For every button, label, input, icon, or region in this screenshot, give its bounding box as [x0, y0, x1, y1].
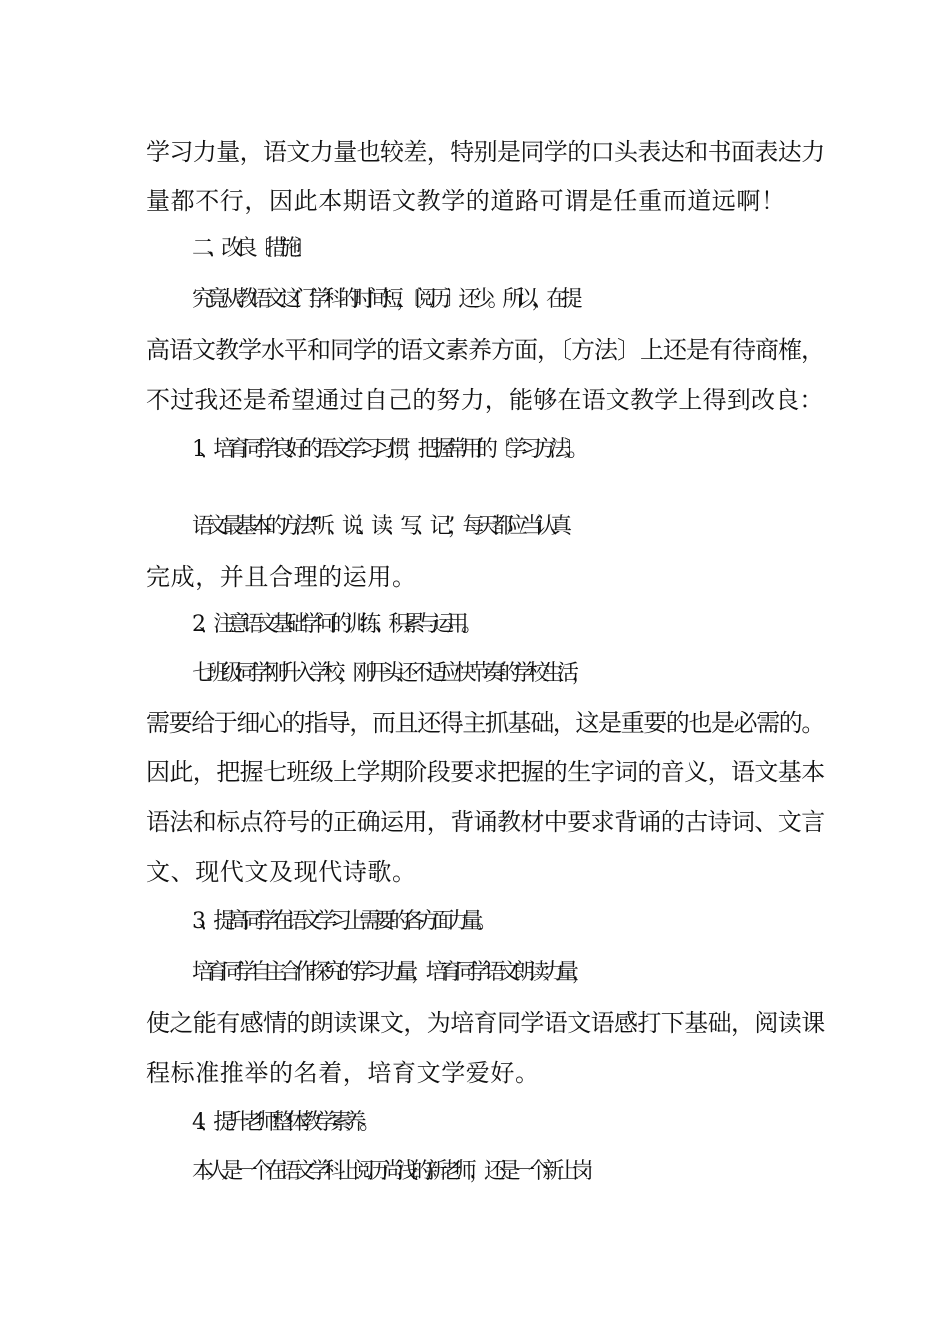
text-line: 培育同学自主合作探究的学习力量，培育同学语文朗读力量，	[192, 960, 587, 985]
text-line: 语文最基本的方法“听、说、读、写、记”，每天都应当认真	[192, 514, 565, 539]
text-line: 因此，把握七班级上学期阶段要求把握的生字词的音义，语文基本	[146, 758, 825, 786]
list-item-heading: 4、提升老师整体教学素养。	[192, 1110, 374, 1135]
text-line: 七班级同学刚升入学校，刚开头还不适应快节奏的学校生活，	[192, 661, 587, 686]
text-line: 究竟从教语文这门学科的时间短，〔阅历〕还少。所以，在提	[192, 287, 576, 312]
text-line: 本人是一个在语文学科上阅历尚浅的新老师，还是一个新上岗	[192, 1159, 587, 1184]
list-item-heading: 2、注意语文基础学问的训练、积累与运用。	[192, 612, 476, 637]
text-line: 文、现代文及现代诗歌。	[146, 858, 417, 886]
text-line: 程标准推举的名着，培育文学爱好。	[146, 1059, 540, 1087]
section-heading: 二、改良〔措施〕	[192, 236, 309, 261]
list-item-heading: 1、培育同学良好的语文学习习惯，把握常用的〔学习方法〕。	[192, 437, 582, 462]
text-line: 语法和标点符号的正确运用，背诵教材中要求背诵的古诗词、文言	[146, 808, 825, 836]
list-item-heading: 3、提高同学在语文学习上需要的各方面力量。	[192, 909, 491, 934]
text-line: 完成，并且合理的运用。	[146, 563, 417, 591]
text-line: 使之能有感情的朗读课文，为培育同学语文语感打下基础，阅读课	[146, 1009, 825, 1037]
text-line: 需要给于细心的指导，而且还得主抓基础，这是重要的也是必需的。	[146, 709, 824, 737]
text-line: 不过我还是希望通过自己的努力，能够在语文教学上得到改良：	[146, 386, 824, 414]
text-line: 学习力量，语文力量也较差，特别是同学的口头表达和书面表达力	[146, 138, 825, 166]
text-line: 量都不行，因此本期语文教学的道路可谓是任重而道远啊！	[146, 187, 786, 215]
text-line: 高语文教学水平和同学的语文素养方面，〔方法〕上还是有待商榷，	[146, 336, 824, 364]
